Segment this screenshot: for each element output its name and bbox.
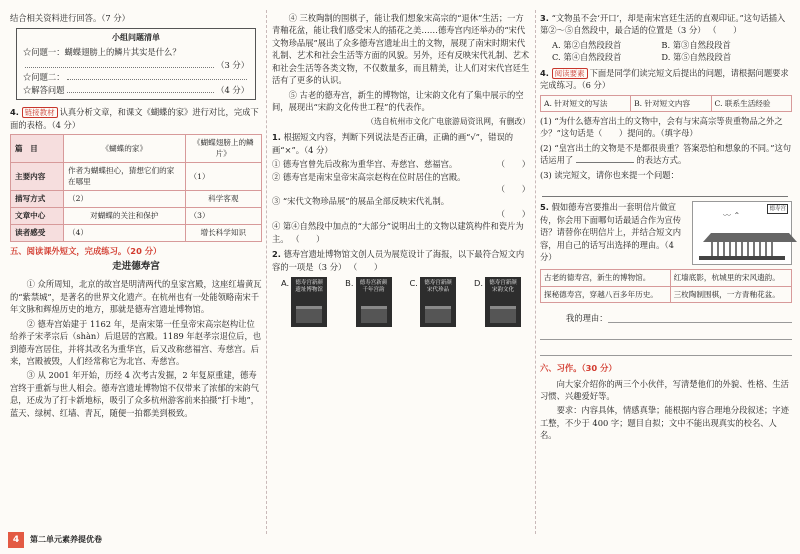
question-two: ☆问题二： <box>23 71 249 83</box>
column-middle <box>272 12 530 327</box>
q4-sub1: (1) “为什么德寿宫出土的文物中，会有与宋高宗等贵重物品之外之少？”这句话是（ ）提问的。（填字母） <box>540 116 783 139</box>
table-row: 篇 目 《蝴蝶的家》 《蝴蝶翅膀上的鳞片》 <box>11 135 262 163</box>
q4-tag: 链接教材 <box>22 107 58 118</box>
table-row: 读者感受 （4） 增长科学知识 <box>11 224 262 241</box>
postcard-illustration <box>692 201 792 265</box>
answer-blank[interactable]: （ ） <box>291 233 325 244</box>
table-row <box>541 270 792 286</box>
building-icon <box>361 306 387 323</box>
answer-blank[interactable] <box>67 71 248 80</box>
column-left <box>10 12 262 421</box>
answer-line[interactable] <box>540 341 792 356</box>
column-right <box>540 12 792 444</box>
slogan-option[interactable]: 红墙底影，杭城里的宋风遗韵。 <box>670 270 791 286</box>
section-five-heading: 五、阅读课外短文，完成练习。（20 分） <box>10 245 162 256</box>
question-type-table <box>540 95 792 112</box>
answer-line[interactable] <box>542 183 788 197</box>
paragraph-4: ④ 三枚陶制的围棋子，能让我们想象宋高宗的“退休”生活；一方青釉花盆，能让我们感受宋人的插花之美……德寿宫内还举办的“宋代文物珍品展”展出了众多德寿宫遗址出土的文物，展现了南宋时期宋代礼制、艺术和社会生活等方面的风貌。另外，还有反映宋代礼制、艺术和社会生活等各类文物，不仅数量多，而且精美，让人们对宋代宫廷生活有了更多的认识。 <box>272 13 530 86</box>
question-one: ☆问题一：蝴蝶翅膀上的鳞片其实是什么？ <box>23 47 181 58</box>
poster-image: 德寿宫新颜 遗址博物馆 <box>291 277 327 327</box>
slogan-option[interactable]: 探秘德寿宫，穿越八百多年历史。 <box>541 286 671 302</box>
answer-line[interactable] <box>540 325 792 340</box>
article-title: 走进德寿宫 <box>112 261 160 273</box>
poster-option-a[interactable]: A. 德寿宫新颜 遗址博物馆 <box>281 277 327 327</box>
table-row: 主要内容 作者为蝴蝶担心，猜想它们的家在哪里 （1） <box>11 162 262 190</box>
q4-reading-tag: 阅读要素 <box>552 68 588 79</box>
judge-item: ③ “宋代文物珍品展”的展品全部反映宋代礼制。 （ ） <box>272 196 530 219</box>
table-row: 文章中心 对蝴蝶的关注和保护 （3） <box>11 207 262 224</box>
paragraph-2: ② 德寿宫始建于 1162 年，是南宋第一任皇帝宋高宗赵构让位给养子宋孝宗后（shàn）后退居的宫殿。1189 年赵孝宗退位后，也到德寿宫居住，并将其改名为重华宫，后又改称慈福宫、寿慈宫。后来，宫殿被毁，人们经常称它为北宫、寿慈宫。 <box>10 318 262 366</box>
answer-blank[interactable]: （ ） <box>708 25 742 36</box>
answer-blank[interactable] <box>25 59 214 68</box>
answer-blank[interactable]: （ ） <box>348 261 383 272</box>
question-answer: ☆解答问题 （4 分） <box>23 84 249 95</box>
building-icon <box>296 306 322 323</box>
poster-image: 德寿宫新颜 宋代珍品 <box>420 277 456 327</box>
answer-blank[interactable] <box>576 162 634 163</box>
question-list-box: 小组问题清单 ☆问题一：蝴蝶翅膀上的鳞片其实是什么？ （3 分） ☆问题二： ☆解答问题 （4 分） <box>16 28 256 100</box>
ground-icon <box>699 256 785 260</box>
q4-sub3: (3) 读完短文，请你也来提一个问题： <box>540 169 679 180</box>
postcard-label: 德寿宫 <box>767 204 788 214</box>
q4-sub2: (2) “皇宫出土的文物是不是都很贵重？答案恐怕和想象的不同。”这句话运用了 的表达方式。 <box>540 142 792 166</box>
answer-blank[interactable]: （ ） <box>496 208 530 219</box>
page-number: 4 <box>8 532 24 548</box>
comparison-table <box>10 134 262 242</box>
poster-options <box>272 277 530 327</box>
option-d[interactable]: D. 第⑤自然段段首 <box>661 52 732 63</box>
q3-prompt: 3. “文物虽不会‘开口’，却是南宋宫廷生活的直观印证。”这句话插入第②～⑤自然段中，最合适的位置是（3 分） （ ） <box>540 13 786 36</box>
article-source: （选自杭州市文化广电旅游局资讯网，有删改） <box>366 116 530 126</box>
column-divider-right <box>535 10 536 534</box>
answer-cell[interactable]: （1） <box>185 162 261 190</box>
hall-icon <box>711 242 773 256</box>
roof-icon <box>703 233 797 242</box>
judge-item: ① 德寿宫曾先后改称为重华宫、寿慈宫、慈福宫。 （ ） <box>272 159 530 170</box>
table-row: A. 针对短文的写法 B. 针对短文内容 C. 联系生活经验 <box>541 95 792 111</box>
slogan-option[interactable]: 三枚陶制围棋，一方青釉花盆。 <box>670 286 791 302</box>
poster-option-b[interactable]: B. 德寿宫新颜 千年宫韵 <box>345 277 391 327</box>
footer-title: 第二单元素养提优卷 <box>30 535 102 544</box>
answer-blank[interactable] <box>67 84 215 93</box>
intro-line: 结合相关资料进行回答。（7 分） <box>10 13 130 23</box>
answer-blank[interactable]: （ ） <box>496 183 530 194</box>
building-icon <box>490 306 516 323</box>
reason-label: 我的理由： <box>566 312 608 323</box>
q1-prompt: 1. 根据短文内容，判断下列说法是否正确，正确的画“√”，错误的画“×”。（4 分） <box>272 132 514 155</box>
paragraph-1: ① 众所周知，北京的故宫是明清两代的皇家宫殿，这座红墙黄瓦的“紫禁城”，是著名的世界文化遗产。在杭州也有一处能领略南宋千年文脉和辉煌历史的地方，那就是德寿宫遗址博物馆。 <box>10 279 262 315</box>
table-row <box>541 286 792 302</box>
q5-block <box>540 201 792 265</box>
answer-cell[interactable]: （4） <box>64 224 186 241</box>
question-list-title: 小组问题清单 <box>112 33 160 43</box>
paragraph-3: ③ 从 2001 年开始，历经 4 次考古发掘，2 年复原重建，德寿宫终于重新与世人相会。德寿宫遗址博物馆不仅带来了浓郁的宋韵气息，还成为了打卡新地标，吸引了众多杭州游客前来拍摄“打卡地”，蓝天、绿树、红墙、青瓦，随便一拍都美到极致。 <box>10 370 260 418</box>
slogan-option[interactable]: 古老的德寿宫，新生的博物馆。 <box>541 270 671 286</box>
answer-blank[interactable]: （ ） <box>496 159 530 170</box>
poster-option-c[interactable]: C. 德寿宫新颜 宋代珍品 <box>410 277 456 327</box>
option-a[interactable]: A. 第②自然段段首 <box>552 39 622 50</box>
section-six-heading: 六、习作。（30 分） <box>540 363 617 374</box>
page-footer <box>8 532 102 548</box>
q4-prompt-right: 4. 阅读要素 下面是同学们读完短文后提出的问题，请根据问题要求完成练习。（6 分） <box>540 67 789 91</box>
column-divider-left <box>266 10 267 534</box>
q5-prompt: 5. 假如德寿宫要推出一套明信片做宣传，你会用下面哪句话最适合作为宣传语？请替你在明信片上，并结合短文内容，用自己的话写出选择的理由。（4 分） <box>540 202 682 262</box>
building-icon <box>425 306 451 323</box>
essay-requirements: 要求：内容具体，情感真挚；能根据内容合理地分段叙述；字迹工整，不少于 400 字；题目自拟；文中不能出现真实的校名、人名。 <box>540 405 789 441</box>
option-b[interactable]: B. 第③自然段段首 <box>661 39 731 50</box>
option-c[interactable]: C. 第④自然段段首 <box>552 52 622 63</box>
answer-cell[interactable]: （2） <box>64 190 186 207</box>
judge-item: ② 德寿宫是南宋皇帝宋高宗赵构在位时居住的宫殿。 （ ） <box>272 171 530 194</box>
table-row: 描写方式 （2） 科学客观 <box>11 190 262 207</box>
q4-prompt: 4. 链接教材 认真分析文章，和课文《蝴蝶的家》进行对比，完成下面的表格。（4 分） <box>10 107 259 130</box>
q2-prompt: 2. 德寿宫遗址博物馆文创人员为展览设计了海报，以下最符合短文内容的一项是（3 分） （ ） <box>272 249 525 272</box>
essay-prompt: 向大家介绍你的两三个小伙伴，写清楚他们的外貌、性格、生活习惯、兴趣爱好等。 <box>540 378 789 402</box>
paragraph-5: ⑤ 古老的德寿宫，新生的博物馆，让宋韵文化有了集中展示的空间，展现出“宋韵文化传世工程”的代表作。 <box>272 89 524 113</box>
poster-image: 德寿宫新颜 千年宫韵 <box>356 277 392 327</box>
judge-item: ④ 第④自然段中加点的“大部分”说明出土的文物以建筑构件和瓷片为主。 （ ） <box>272 221 524 244</box>
answer-cell[interactable]: （3） <box>185 207 261 224</box>
answer-line[interactable] <box>608 308 793 323</box>
poster-option-d[interactable]: D. 德寿宫新颜 宋韵文化 <box>474 277 521 327</box>
slogan-table <box>540 269 792 303</box>
bird-icon: 〰︎ ⌃ <box>723 211 741 221</box>
poster-image: 德寿宫新颜 宋韵文化 <box>485 277 521 327</box>
